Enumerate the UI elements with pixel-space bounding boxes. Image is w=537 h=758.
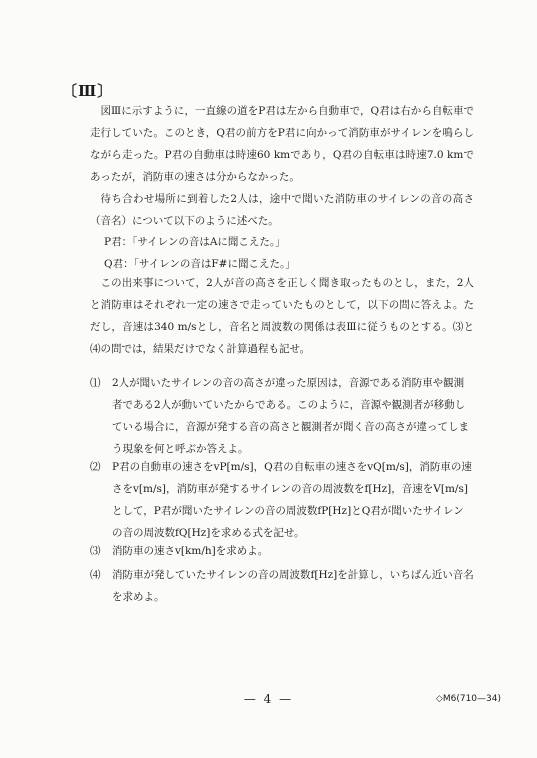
question-text: P君の自動車の速さをvP[m/s]，Q君の自転車の速さをvQ[m/s]，消防車の速さをv[m/s]，消防車が発するサイレンの音の周波数をf[Hz]，音速をV[m/s]として，P君が聞いたサイレンの音の周波数fP[Hz]とQ君が聞いたサイレンの音の周波数fQ[Hz]を求める式を記せ。: [112, 461, 472, 539]
document-code: ◇M6(710—34): [435, 694, 501, 704]
question-number: ⑷: [90, 569, 101, 581]
intro-paragraph-2: 待ち合わせ場所に到着した2人は，途中で聞いた消防車のサイレンの音の高さ（音名）について以下のように述べた。: [90, 193, 474, 227]
question-text: 2人が聞いたサイレンの音の高さが違った原因は，音源である消防車や観測者である2人が動いていたからである。このように，音源や観測者が移動している場合に，音源が発する音の高さと観測者が聞く音の高さが違ってしまう現象を何と呼ぶか答えよ。: [112, 377, 469, 455]
p-statement: P君：「サイレンの音はAに聞こえた。」: [104, 236, 286, 248]
section-title: 〔Ⅲ〕: [62, 82, 114, 100]
question-number: ⑴: [90, 377, 101, 389]
question-4: [90, 564, 474, 608]
question-3: [90, 540, 474, 562]
question-1: [90, 372, 474, 460]
intro-paragraph-1: 図Ⅲに示すように，一直線の道をP君は左から自動車で，Q君は右から自転車で走行していた。このとき，Q君の前方をP君に向かって消防車がサイレンを鳴らしながら走った。P君の自動車は時速60 kmであり，Q君の自転車は時速7.0 kmであったが，消防車の速さは分からなかった。: [90, 105, 474, 183]
question-number: ⑶: [90, 545, 101, 557]
question-2: [90, 456, 474, 544]
intro-paragraph-3: この出来事について，2人が音の高さを正しく聞き取ったものとし，また，2人と消防車はそれぞれ一定の速さで走っていたものとして，以下の問に答えよ。ただし，音速は340 m/sとし，音名と周波数の関係は表Ⅲに従うものとする。⑶と⑷の問では，結果だけでなく計算過程も記せ。: [90, 277, 474, 355]
page-number: — 4 —: [243, 692, 294, 706]
q-statement: Q君：「サイレンの音はF#に聞こえた。」: [104, 258, 296, 270]
question-text: 消防車の速さv[km/h]を求めよ。: [112, 545, 269, 557]
question-number: ⑵: [90, 461, 101, 473]
question-text: 消防車が発していたサイレンの音の周波数f[Hz]を計算し，いちばん近い音名を求めよ。: [112, 569, 474, 603]
